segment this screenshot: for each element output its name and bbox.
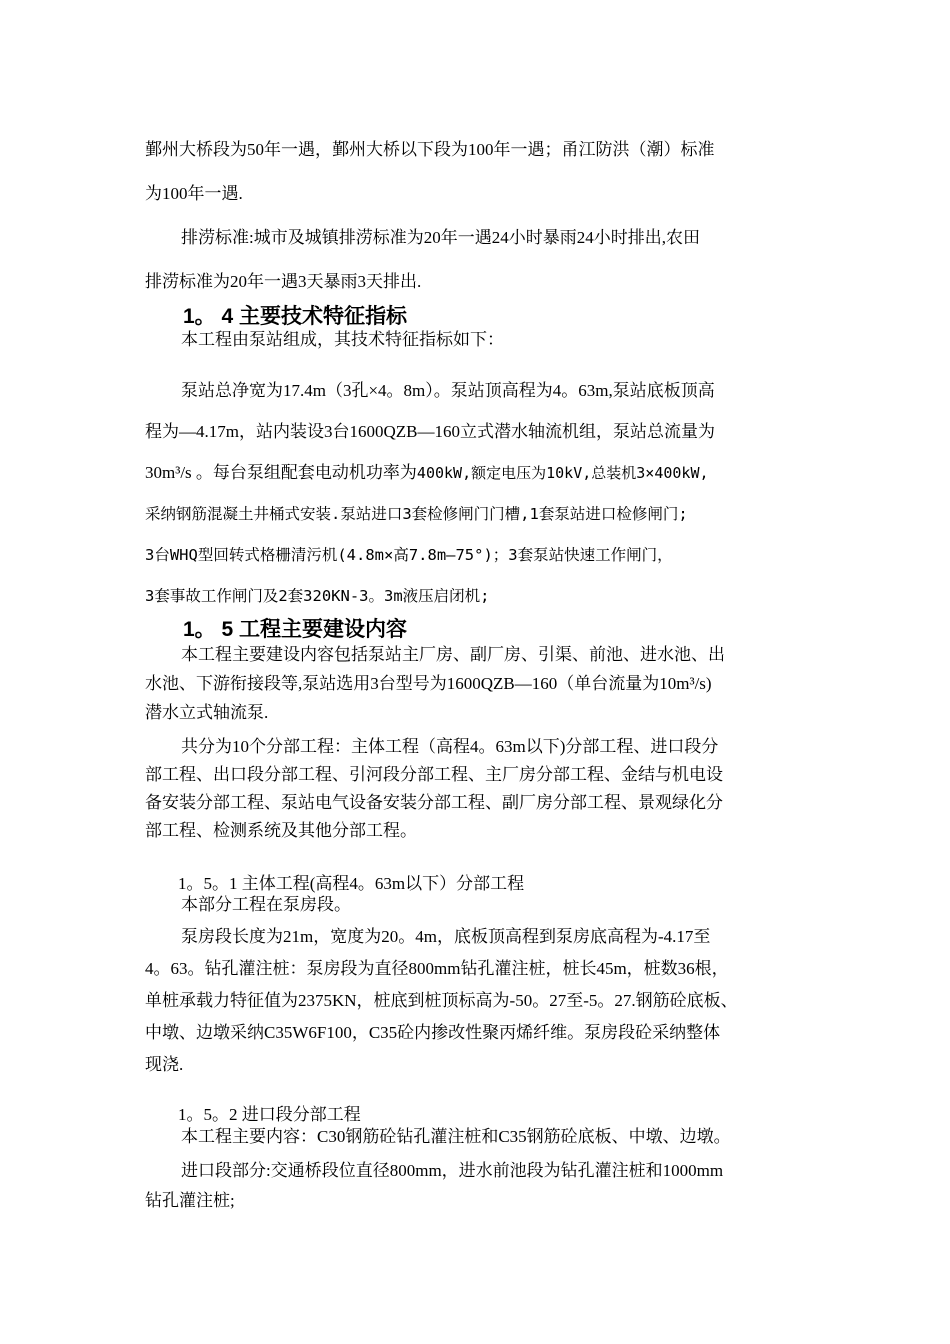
technical-specs-paragraph	[145, 370, 825, 617]
section-heading-1-4: 1。 4 主要技术特征指标	[183, 305, 408, 328]
section-heading-1-5: 1。 5 工程主要建设内容	[183, 618, 408, 641]
text-line: 3台WHQ型回转式格栅清污机(4.8m×高7.8m—75°)；3套泵站快速工作闸门，	[145, 546, 673, 564]
text-line: 共分为10个分部工程：主体工程（高程4。63m以下)分部工程、进口段分	[181, 737, 719, 756]
subsection-heading-1-5-1: 1。5。1 主体工程(高程4。63m以下）分部工程	[178, 874, 525, 893]
text-line: 单桩承载力特征值为2375KN，桩底到桩顶标高为-50。27至-5。27.钢筋砼底板、	[145, 991, 738, 1010]
text-line: 采纳钢筋混凝土井桶式安装.泵站进口3套检修闸门门槽,1套泵站进口检修闸门;	[145, 505, 688, 523]
text-line: 潜水立式轴流泵.	[145, 703, 269, 722]
text-segment: 400kW,额定电压为10kV,总装机3×400kW,	[416, 464, 709, 482]
text-line: 为100年一遇.	[145, 184, 243, 203]
text-line: 水池、下游衔接段等,泵站选用3台型号为1600QZB—160（单台流量为10m³/s)	[145, 674, 712, 693]
pump-house-intro	[145, 893, 825, 917]
text-line: 排涝标准为20年一遇3天暴雨3天排出.	[145, 272, 422, 291]
text-line: 部工程、检测系统及其他分部工程。	[145, 821, 417, 840]
inlet-content-paragraph	[145, 1125, 825, 1149]
text-line: 程为—4.17m，站内装设3台1600QZB—160立式潜水轴流机组，泵站总流量为	[145, 422, 715, 441]
text-line: 钻孔灌注桩;	[145, 1191, 235, 1210]
text-line: 本工程主要建设内容包括泵站主厂房、副厂房、引渠、前池、进水池、出	[181, 645, 725, 664]
text-line: 中墩、边墩采纳C35W6F100，C35砼内掺改性聚丙烯纤维。泵房段砼采纳整体	[145, 1023, 721, 1042]
inlet-details-paragraph	[145, 1156, 825, 1216]
text-line: 本工程由泵站组成，其技术特征指标如下：	[181, 330, 504, 349]
text-line: 泵房段长度为21m，宽度为20。4m，底板顶高程到泵房底高程为-4.17至	[181, 927, 711, 946]
intro-paragraph	[145, 328, 825, 352]
text-line: 现浇.	[145, 1055, 184, 1074]
subsection-heading-1-5-2: 1。5。2 进口段分部工程	[178, 1105, 361, 1124]
text-line	[145, 452, 825, 494]
text-line: 本部分工程在泵房段。	[181, 895, 351, 914]
flood-standard-paragraph	[145, 128, 825, 216]
subprojects-paragraph	[145, 733, 825, 845]
construction-content-paragraph	[145, 640, 825, 727]
text-line: 排涝标准:城市及城镇排涝标准为20年一遇24小时暴雨24小时排出,农田	[181, 228, 700, 247]
pump-house-details-paragraph	[145, 921, 825, 1081]
drainage-standard-paragraph	[145, 216, 825, 304]
text-line: 备安装分部工程、泵站电气设备安装分部工程、副厂房分部工程、景观绿化分	[145, 793, 723, 812]
text-line: 3套事故工作闸门及2套320KN-3。3m液压启闭机;	[145, 587, 490, 605]
text-line: 部工程、出口段分部工程、引河段分部工程、主厂房分部工程、金结与机电设	[145, 765, 723, 784]
text-line: 鄞州大桥段为50年一遇，鄞州大桥以下段为100年一遇；甬江防洪（潮）标准	[145, 140, 715, 159]
text-line: 泵站总净宽为17.4m（3孔×4。8m）。泵站顶高程为4。63m,泵站底板顶高	[181, 381, 715, 400]
text-line: 进口段部分:交通桥段位直径800mm，进水前池段为钻孔灌注桩和1000mm	[181, 1161, 724, 1180]
text-line: 4。63。钻孔灌注桩：泵房段为直径800mm钻孔灌注桩，桩长45m，桩数36根，	[145, 959, 729, 978]
text-line: 本工程主要内容：C30钢筋砼钻孔灌注桩和C35钢筋砼底板、中墩、边墩。	[181, 1127, 731, 1146]
text-segment: 30m³/s 。每台泵组配套电动机功率为	[145, 463, 417, 482]
